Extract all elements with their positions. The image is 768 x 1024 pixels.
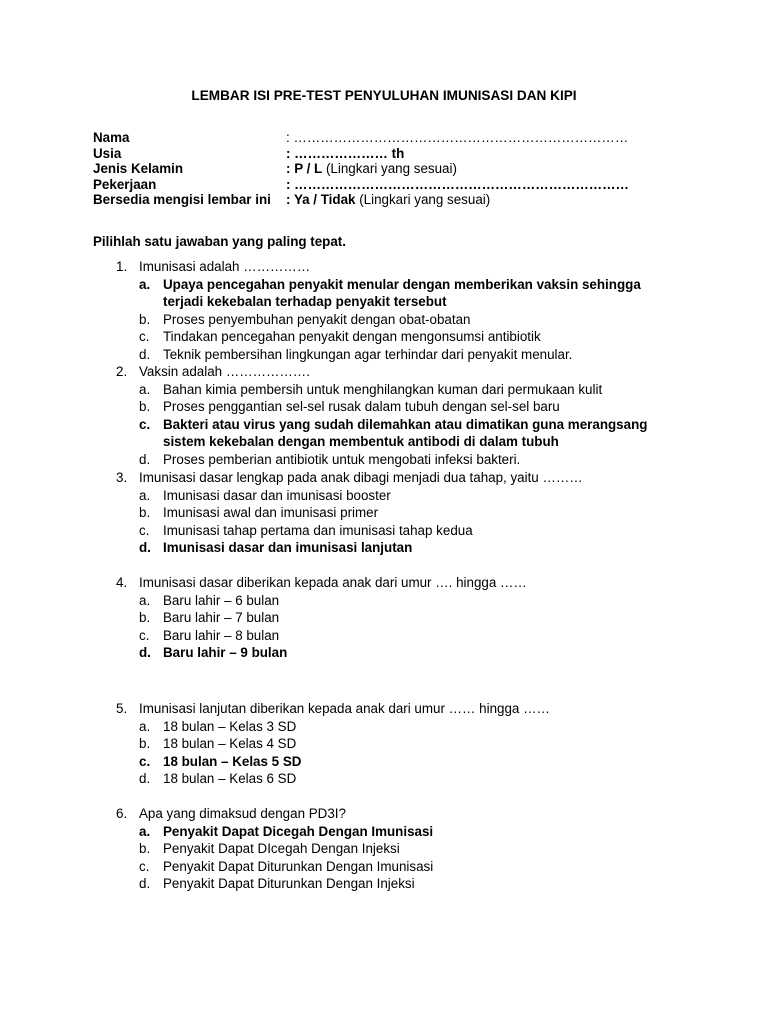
- option: b. Penyakit Dapat DIcegah Dengan Injeksi: [139, 841, 400, 856]
- question-4: [0, 574, 683, 662]
- form-label: Jenis Kelamin: [93, 161, 184, 177]
- option: c. Penyakit Dapat Diturunkan Dengan Imunisasi: [139, 858, 434, 874]
- question-number: 5.: [116, 701, 128, 716]
- form-value: : …………………………………………………………………: [286, 130, 629, 145]
- question-text: Vaksin adalah ……………….: [139, 364, 310, 379]
- question-number: 2.: [116, 364, 128, 379]
- option: b. 18 bulan – Kelas 4 SD: [139, 736, 297, 751]
- option: b. Imunisasi awal dan imunisasi primer: [139, 505, 379, 520]
- option: a. Baru lahir – 6 bulan: [139, 592, 280, 608]
- option: a. Bahan kimia pembersih untuk menghilangkan kuman dari permukaan kulit: [139, 381, 603, 397]
- question-3: [0, 469, 683, 557]
- option: a. Imunisasi dasar dan imunisasi booster: [139, 487, 391, 503]
- form-value: : ………………… th: [286, 145, 405, 161]
- option: c. Bakteri atau virus yang sudah dilemahkan atau dimatikan guna merangsang sistem kekebalan dengan membentuk antibodi di dalam tubuh: [139, 416, 648, 449]
- form-label: Pekerjaan: [93, 176, 157, 192]
- question-6: [0, 805, 683, 893]
- question-text: Imunisasi dasar lengkap pada anak dibagi menjadi dua tahap, yaitu ………: [139, 470, 583, 485]
- question-number: 6.: [116, 806, 128, 821]
- option: c. 18 bulan – Kelas 5 SD: [139, 753, 302, 769]
- question-2: [0, 363, 683, 468]
- option: d. Teknik pembersihan lingkungan agar terhindar dari penyakit menular.: [139, 346, 573, 362]
- question-text: Imunisasi dasar diberikan kepada anak dari umur …. hingga ……: [139, 575, 527, 590]
- question-number: 1.: [116, 259, 128, 274]
- option: c. Baru lahir – 8 bulan: [139, 627, 280, 643]
- question-text: Apa yang dimaksud dengan PD3I?: [139, 806, 346, 821]
- option: b. Proses penyembuhan penyakit dengan obat-obatan: [139, 311, 471, 327]
- option: c. Imunisasi tahap pertama dan imunisasi tahap kedua: [139, 522, 473, 538]
- form-label: Nama: [93, 130, 130, 145]
- option: d. Penyakit Dapat Diturunkan Dengan Injeksi: [139, 876, 415, 891]
- question-5: [0, 700, 683, 788]
- form-value: : …………………………………………………………………: [286, 176, 629, 192]
- option: c. Tindakan pencegahan penyakit dengan mengonsumsi antibiotik: [139, 329, 541, 344]
- question-number: 4.: [116, 575, 128, 590]
- question-text: Imunisasi lanjutan diberikan kepada anak dari umur …… hingga ……: [139, 701, 550, 716]
- option: a. 18 bulan – Kelas 3 SD: [139, 718, 297, 734]
- option: d. 18 bulan – Kelas 6 SD: [139, 771, 297, 786]
- form-value: : Ya / Tidak (Lingkari yang sesuai): [286, 192, 491, 208]
- question-number: 3.: [116, 470, 128, 485]
- option: d. Baru lahir – 9 bulan: [139, 645, 288, 660]
- form-label: Bersedia mengisi lembar ini: [93, 192, 271, 208]
- option: b. Proses penggantian sel-sel rusak dalam tubuh dengan sel-sel baru: [139, 399, 560, 414]
- option: a. Penyakit Dapat Dicegah Dengan Imunisasi: [139, 823, 434, 839]
- option: d. Imunisasi dasar dan imunisasi lanjutan: [139, 540, 413, 555]
- question-text: Imunisasi adalah ……………: [139, 259, 311, 274]
- form-label: Usia: [93, 145, 122, 161]
- question-1: [0, 258, 683, 363]
- option: b. Baru lahir – 7 bulan: [139, 610, 280, 625]
- option: d. Proses pemberian antibiotik untuk mengobati infeksi bakteri.: [139, 451, 521, 467]
- instruction-text: Pilihlah satu jawaban yang paling tepat.: [93, 234, 346, 249]
- option: a. Upaya pencegahan penyakit menular dengan memberikan vaksin sehingga terjadi kekebalan terhadap penyakit tersebut: [139, 276, 641, 309]
- form-value: : P / L (Lingkari yang sesuai): [286, 161, 457, 177]
- page-title: LEMBAR ISI PRE-TEST PENYULUHAN IMUNISASI DAN KIPI: [191, 88, 577, 103]
